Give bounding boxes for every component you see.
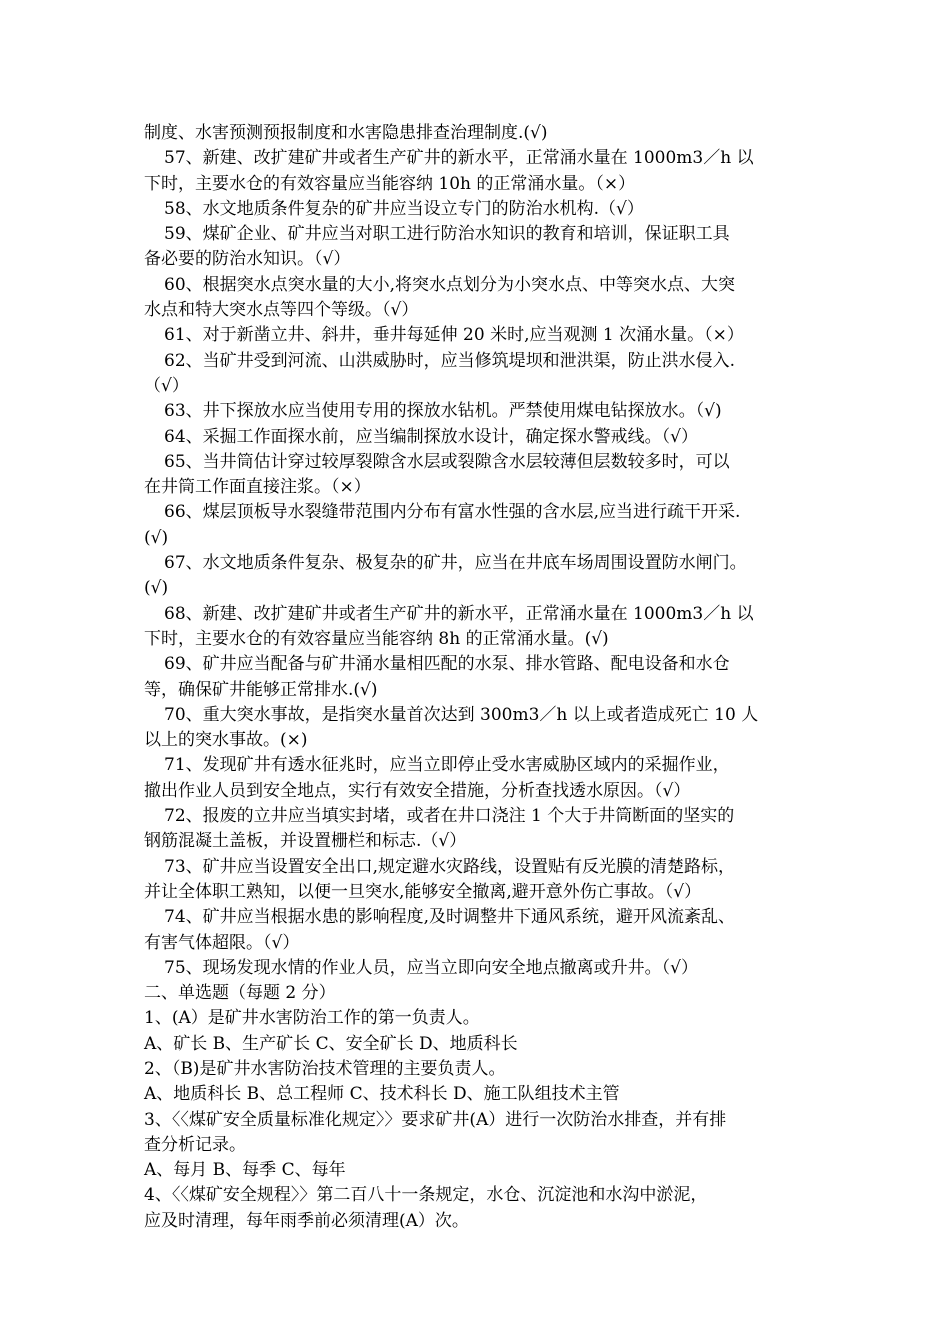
text-line: 60、根据突水点突水量的大小,将突水点划分为小突水点、中等突水点、大突 [164,274,736,295]
text-line: 71、发现矿井有透水征兆时，应当立即停止受水害威胁区域内的采掘作业， [164,755,730,776]
text-line: A、矿长 B、生产矿长 C、安全矿长 D、地质科长 [144,1033,518,1054]
text-line: 69、矿井应当配备与矿井涌水量相匹配的水泵、排水管路、配电设备和水仓 [164,654,730,675]
text-line: 二、单选题（每题 2 分） [144,983,336,1004]
text-line: 查分析记录。 [144,1134,246,1155]
text-line: (√) [144,527,169,548]
text-line: 2、（B)是矿井水害防治技术管理的主要负责人。 [144,1058,506,1079]
text-line: 68、新建、改扩建矿井或者生产矿井的新水平，正常涌水量在 1000m3／h 以 [164,603,754,624]
text-line: 57、新建、改扩建矿井或者生产矿井的新水平，正常涌水量在 1000m3／h 以 [164,148,754,169]
text-line: 撤出作业人员到安全地点，实行有效安全措施，分析查找透水原因。（√） [144,780,691,801]
text-line: 在井筒工作面直接注浆。（×） [144,477,371,498]
text-line: 59、煤矿企业、矿井应当对职工进行防治水知识的教育和培训，保证职工具 [164,224,730,245]
text-line: 73、矿井应当设置安全出口,规定避水灾路线，设置贴有反光膜的清楚路标， [164,856,736,877]
text-line: 下时，主要水仓的有效容量应当能容纳 10h 的正常涌水量。（×） [144,173,636,194]
text-line: 66、煤层顶板导水裂缝带范围内分布有富水性强的含水层,应当进行疏干开采. [164,502,741,523]
text-line: A、地质科长 B、总工程师 C、技术科长 D、施工队组技术主管 [144,1084,620,1105]
text-line: 70、重大突水事故，是指突水量首次达到 300m3／h 以上或者造成死亡 10 人 [164,704,759,725]
text-line: 钢筋混凝土盖板，并设置栅栏和标志.（√） [144,831,467,852]
text-line: 58、水文地质条件复杂的矿井应当设立专门的防治水机构.（√） [164,198,644,219]
text-line: 下时，主要水仓的有效容量应当能容纳 8h 的正常涌水量。(√) [144,628,609,649]
text-line: 1、(A）是矿井水害防治工作的第一负责人。 [144,1008,480,1029]
text-line: 以上的突水事故。(×) [144,730,308,751]
text-line: 74、矿井应当根据水患的影响程度,及时调整井下通风系统，避开风流紊乱、 [164,907,736,928]
text-line: 有害气体超限。（√） [144,932,300,953]
text-line: 75、现场发现水情的作业人员，应当立即向安全地点撤离或升井。（√） [164,957,698,978]
text-line: 水点和特大突水点等四个等级。（√） [144,300,419,321]
text-line: A、每月 B、每季 C、每年 [144,1160,346,1181]
text-line: 62、当矿井受到河流、山洪威胁时，应当修筑堤坝和泄洪渠，防止洪水侵入. [164,350,736,371]
text-line: 4、〈〈煤矿安全规程〉〉第二百八十一条规定，水仓、沉淀池和水沟中淤泥， [144,1185,708,1206]
text-line: 3、〈〈煤矿安全质量标准化规定〉〉要求矿井(A）进行一次防治水排查，并有排 [144,1109,727,1130]
text-line: 制度、水害预测预报制度和水害隐患排查治理制度.(√) [144,123,548,143]
text-line: 等，确保矿井能够正常排水.(√) [144,679,378,700]
text-line: 72、报废的立井应当填实封堵，或者在井口浇注 1 个大于井筒断面的坚实的 [164,806,735,827]
document-body [144,121,824,1234]
text-line: 备必要的防治水知识。（√） [144,249,351,270]
text-line: (√) [144,578,169,599]
text-line: 应及时清理，每年雨季前必须清理(A）次。 [144,1210,469,1231]
text-line: 61、对于新凿立井、斜井，垂井每延伸 20 米时,应当观测 1 次涌水量。（×） [164,325,744,346]
text-line: （√） [144,375,189,396]
text-line: 63、井下探放水应当使用专用的探放水钻机。严禁使用煤电钻探放水。（√) [164,401,722,422]
text-line: 65、当井筒估计穿过较厚裂隙含水层或裂隙含水层较薄但层数较多时，可以 [164,451,730,472]
text-line: 并让全体职工熟知，以便一旦突水,能够安全撤离,避开意外伤亡事故。（√） [144,881,702,902]
text-line: 64、采掘工作面探水前，应当编制探放水设计，确定探水警戒线。（√） [164,426,698,447]
text-line: 67、水文地质条件复杂、极复杂的矿井，应当在井底车场周围设置防水闸门。 [164,553,747,574]
